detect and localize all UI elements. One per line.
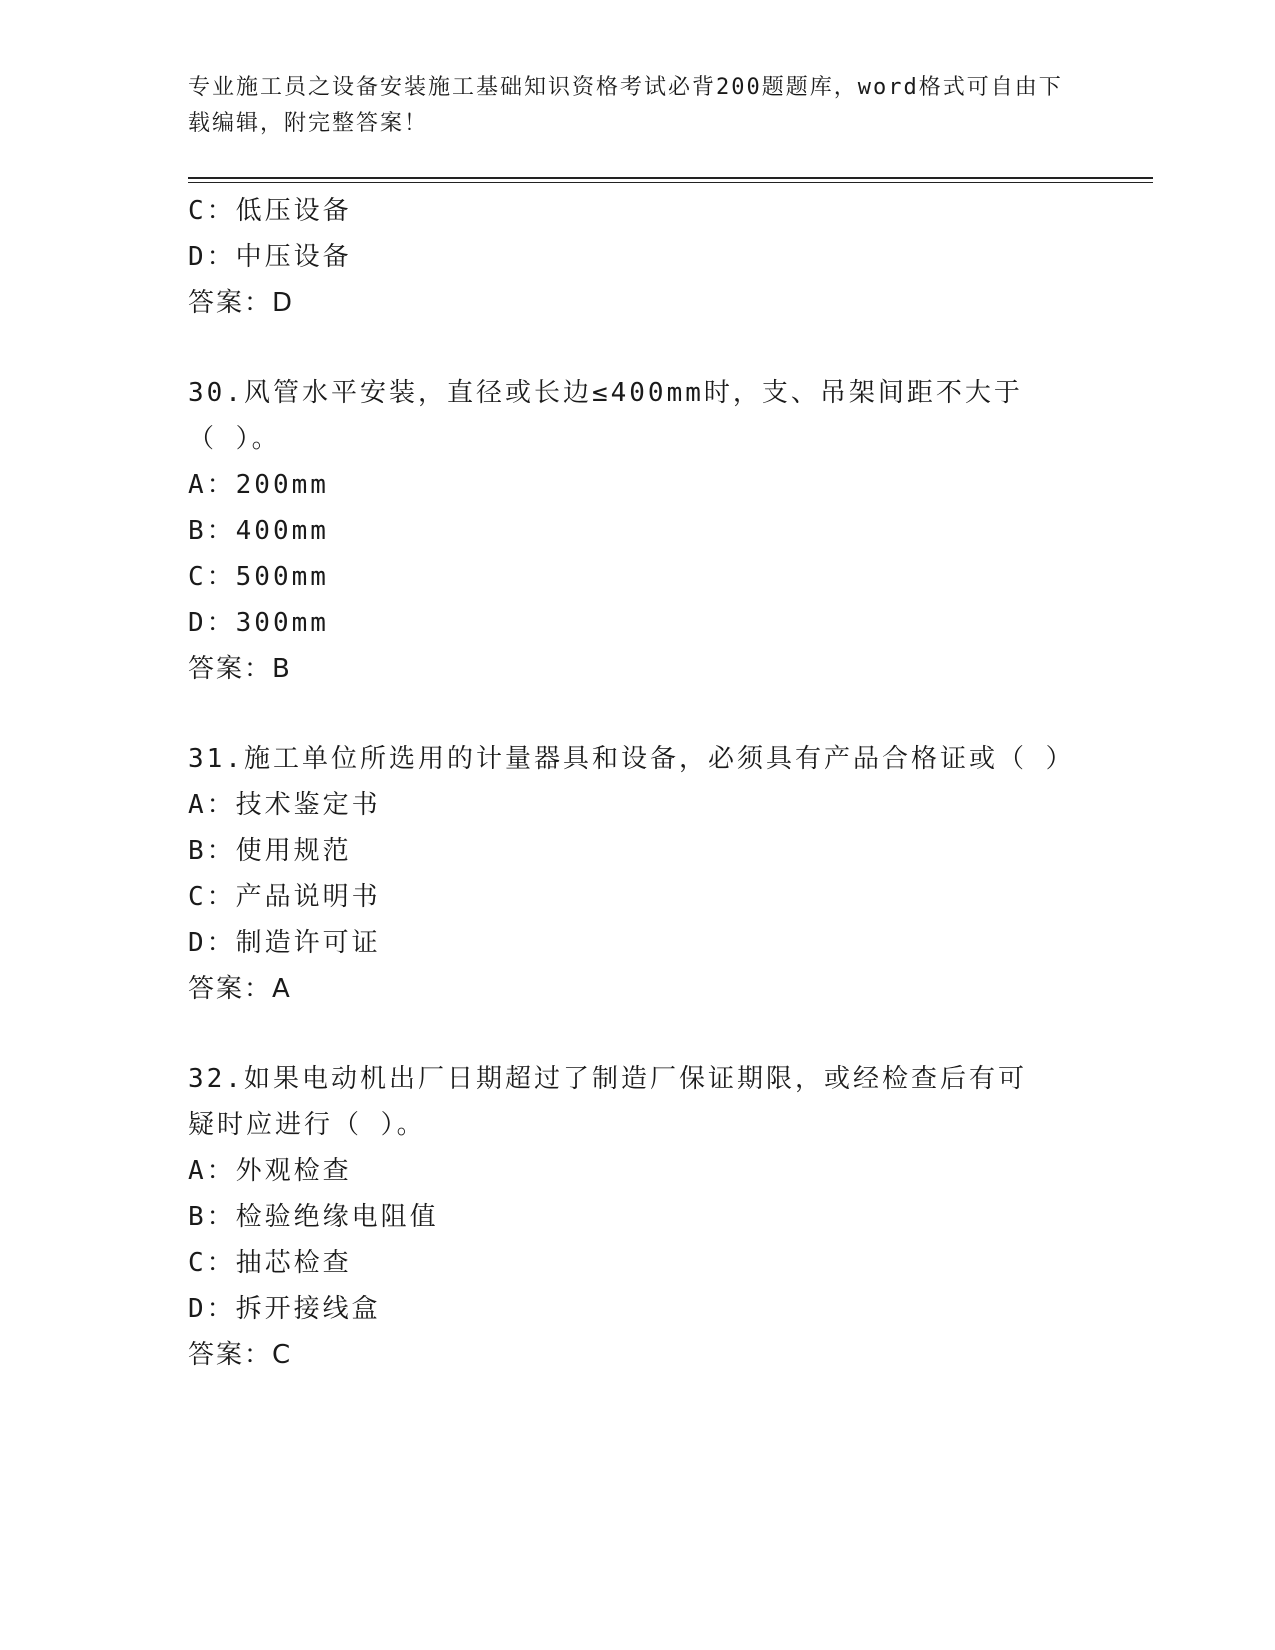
- question-content: [188, 188, 1075, 1378]
- option-d: D：拆开接线盒: [188, 1294, 381, 1324]
- question-text: 31.施工单位所选用的计量器具和设备，必须具有产品合格证或（ ）: [188, 744, 1075, 774]
- answer-line: 答案：D: [188, 288, 295, 318]
- question-text: 30.风管水平安装，直径或长边≤400mm时，支、吊架间距不大于（ ）。: [188, 378, 1023, 454]
- question-fragment: [188, 188, 1068, 326]
- question-31: [188, 736, 1075, 1012]
- question-30: [188, 370, 1068, 692]
- answer-line: 答案：A: [188, 974, 292, 1004]
- header-title: 专业施工员之设备安装施工基础知识资格考试必背200题题库，word格式可自由下载编辑，附完整答案！: [188, 75, 1063, 136]
- option-c: C：500mm: [188, 562, 329, 592]
- document-header: [188, 70, 1068, 142]
- option-c: C：低压设备: [188, 196, 352, 226]
- option-d: D：制造许可证: [188, 928, 381, 958]
- answer-line: 答案：B: [188, 654, 292, 684]
- option-a: A：200mm: [188, 470, 329, 500]
- question-32: [188, 1056, 1068, 1378]
- option-b: B：400mm: [188, 516, 329, 546]
- option-b: B：使用规范: [188, 836, 352, 866]
- option-c: C：产品说明书: [188, 882, 381, 912]
- option-c: C：抽芯检查: [188, 1248, 352, 1278]
- option-b: B：检验绝缘电阻值: [188, 1202, 439, 1232]
- question-text: 32.如果电动机出厂日期超过了制造厂保证期限，或经检查后有可疑时应进行（ ）。: [188, 1064, 1027, 1140]
- option-a: A：外观检查: [188, 1156, 352, 1186]
- option-d: D：300mm: [188, 608, 329, 638]
- option-d: D：中压设备: [188, 242, 352, 272]
- header-divider-thin: [188, 182, 1153, 183]
- answer-line: 答案：C: [188, 1340, 293, 1370]
- header-divider: [188, 177, 1153, 179]
- option-a: A：技术鉴定书: [188, 790, 381, 820]
